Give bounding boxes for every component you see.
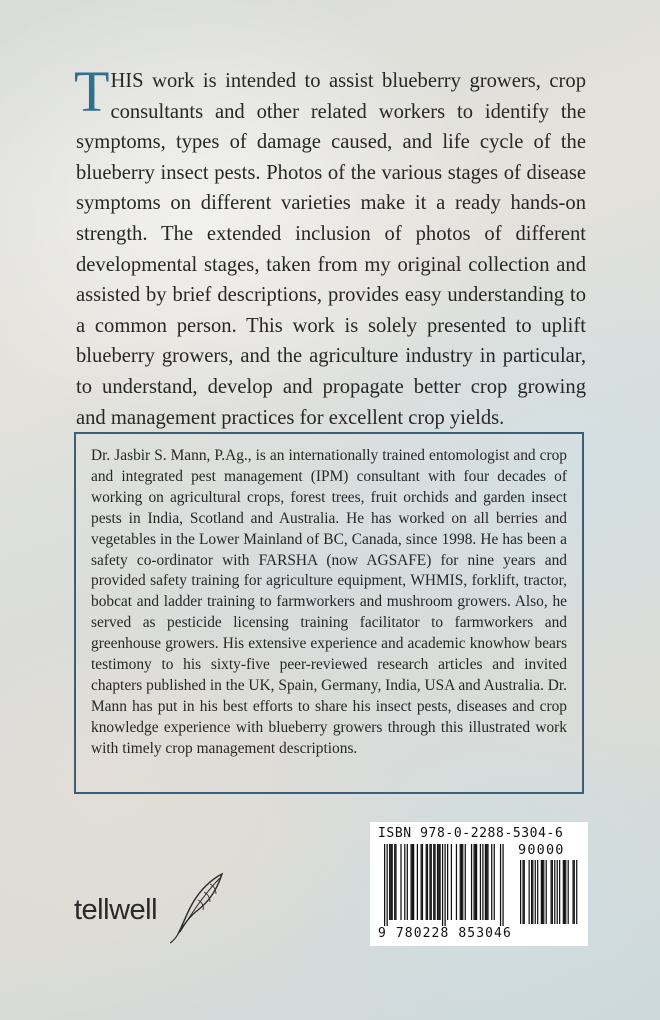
barcode-bar bbox=[438, 844, 439, 920]
isbn-label: ISBN 978-0-2288-5304-6 bbox=[378, 826, 564, 841]
barcode-bar bbox=[574, 860, 575, 924]
barcode-bar bbox=[535, 860, 536, 924]
barcode-bar bbox=[522, 860, 523, 924]
barcode-bar bbox=[465, 844, 466, 920]
barcode-bar bbox=[531, 860, 532, 924]
barcode-bar bbox=[461, 844, 462, 920]
barcode-bar bbox=[537, 860, 538, 924]
intro-text: HIS work is intended to assist blueberry growers, crop consultants and other related workers to identify the symptoms, types of damage caused, and life cycle of the blueberry insect pests. Photos of the various stages of disease symptoms on different varieties make it a ready hands-on strength. The extended inclusion of photos of different developmental stages, taken from my original collection and assisted by brief descriptions, provides easy understanding to a common person. This work is solely presented to uplift blueberry growers, and the agriculture industry in particular, to understand, develop and propagate better crop growing and management practices for excellent crop yields. bbox=[76, 70, 586, 429]
publisher-name: tellwell bbox=[74, 894, 158, 926]
barcode-bar bbox=[412, 844, 413, 920]
barcode-bar bbox=[390, 844, 391, 920]
price-code: 90000 bbox=[518, 842, 565, 858]
barcode-bar bbox=[429, 844, 430, 920]
barcode-bar bbox=[557, 860, 558, 924]
barcode-bar bbox=[554, 860, 555, 924]
barcode-bar bbox=[568, 860, 569, 924]
barcode-bar bbox=[447, 844, 448, 920]
barcode-bar bbox=[439, 844, 440, 920]
barcode-bar bbox=[387, 844, 388, 926]
barcode-bar bbox=[551, 860, 552, 924]
barcode-bar bbox=[576, 860, 577, 924]
barcode-bar bbox=[392, 844, 393, 920]
barcode-bar bbox=[541, 860, 542, 924]
barcode-addon-bars bbox=[520, 860, 580, 926]
barcode-bar bbox=[494, 844, 495, 920]
barcode-bar bbox=[410, 844, 411, 920]
barcode-bar bbox=[542, 860, 543, 924]
barcode-bar bbox=[552, 860, 553, 924]
barcode-bar bbox=[543, 860, 544, 924]
quill-pen-icon bbox=[170, 872, 230, 944]
intro-paragraph bbox=[74, 59, 586, 433]
barcode-bar bbox=[456, 844, 457, 920]
barcode-bar bbox=[491, 844, 492, 920]
barcode-bar bbox=[486, 844, 487, 920]
barcode-bar bbox=[471, 844, 472, 920]
barcode-bar bbox=[500, 844, 501, 926]
barcode-bar bbox=[421, 844, 422, 920]
barcode-bar bbox=[520, 860, 521, 924]
barcode-bar bbox=[476, 844, 477, 920]
barcode-bar bbox=[559, 860, 560, 924]
barcode-bar bbox=[473, 844, 474, 920]
dropcap-letter: T bbox=[74, 59, 110, 124]
barcode-bar bbox=[417, 844, 418, 920]
barcode-bar bbox=[529, 860, 530, 924]
barcode-bar bbox=[546, 860, 547, 924]
barcode-bar bbox=[422, 844, 423, 920]
barcode-bar bbox=[395, 844, 396, 920]
barcode-bar bbox=[532, 860, 533, 924]
barcode-bar bbox=[427, 844, 428, 920]
barcode-bar bbox=[434, 844, 435, 920]
barcode-bar bbox=[524, 860, 525, 924]
barcode-bar bbox=[394, 844, 395, 920]
barcode-bar bbox=[502, 844, 503, 926]
barcode-bar bbox=[442, 844, 443, 926]
barcode-bar bbox=[413, 844, 414, 920]
barcode-bar bbox=[389, 844, 390, 920]
barcode-bar bbox=[444, 844, 445, 926]
barcode-bar bbox=[487, 844, 488, 920]
barcode-bar bbox=[475, 844, 476, 920]
barcode-bar bbox=[451, 844, 452, 920]
barcode-bar bbox=[433, 844, 434, 920]
author-bio-text: Dr. Jasbir S. Mann, P.Ag., is an internationally trained entomologist and crop and integrated pest management (IPM) consultant with four decades of working on agricultural crops, forest trees, fruit orchids and garden insect pests in India, Scotland and Australia. He has worked on all berries and vegetables in the Lower Mainland of BC, Canada, since 1998. He has been a safety co-ordinator with FARSHA (now AGSAFE) for nine years and provided safety training for agriculture equipment, WHMIS, forklift, tractor, bobcat and ladder training to farmworkers and mushroom growers. Also, he served as pesticide licensing training facilitator to farmworkers and greenhouse growers. His extensive experience and academic knowhow bears testimony to his sixty-five peer-reviewed research articles and invited chapters published in the UK, Spain, Germany, India, USA and Australia. Dr. Mann has put in his best efforts to share his insect pests, diseases and crop knowledge experience with blueberry growers through this illustrated work with timely crop management descriptions. bbox=[91, 447, 567, 757]
barcode-bar bbox=[462, 844, 463, 920]
barcode-bar bbox=[564, 860, 565, 924]
barcode-bar bbox=[485, 844, 486, 920]
barcode-bar bbox=[565, 860, 566, 924]
barcode-bar bbox=[480, 844, 481, 920]
barcode-bar bbox=[460, 844, 461, 920]
isbn-barcode bbox=[370, 822, 588, 946]
publisher-logo bbox=[74, 872, 234, 942]
barcode-bar bbox=[437, 844, 438, 920]
barcode-bar bbox=[563, 860, 564, 924]
barcode-bar bbox=[426, 844, 427, 920]
barcode-bar bbox=[404, 844, 405, 920]
barcode-bar bbox=[400, 844, 401, 920]
barcode-digits: 9 780228 853046 bbox=[378, 926, 512, 941]
barcode-main-bars bbox=[384, 844, 504, 926]
barcode-bar bbox=[482, 844, 483, 920]
barcode-bar bbox=[431, 844, 432, 920]
barcode-bar bbox=[407, 844, 408, 920]
barcode-bar bbox=[572, 860, 573, 924]
author-bio-box bbox=[74, 432, 584, 794]
barcode-bar bbox=[384, 844, 385, 926]
